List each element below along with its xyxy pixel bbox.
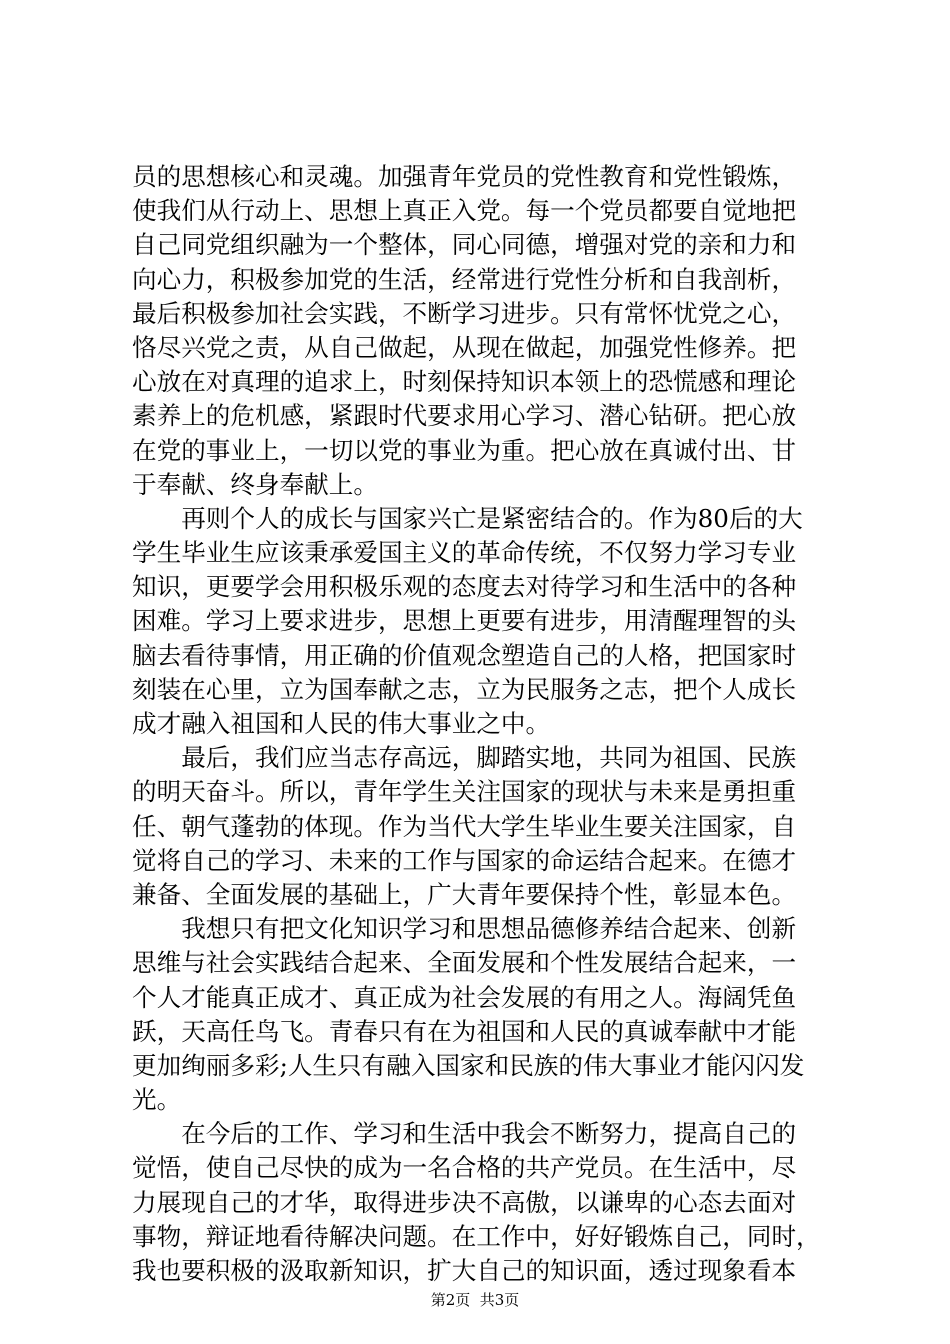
text-line: 刻装在心里，立为国奉献之志，立为民服务之志，把个人成长 (132, 674, 797, 704)
text-line: 知识，更要学会用积极乐观的态度去对待学习和生活中的各种 (132, 572, 797, 602)
text-line: 最后积极参加社会实践，不断学习进步。只有常怀忧党之心， (132, 298, 797, 328)
text-line: 个人才能真正成才、真正成为社会发展的有用之人。海阔凭鱼 (132, 982, 797, 1012)
text-line: 我想只有把文化知识学习和思想品德修养结合起来、创新 (132, 914, 797, 944)
text-line: 在党的事业上，一切以党的事业为重。把心放在真诚付出、甘 (132, 435, 797, 465)
text-line: 最后，我们应当志存高远，脚踏实地，共同为祖国、民族 (132, 743, 797, 773)
text-line: 员的思想核心和灵魂。加强青年党员的党性教育和党性锻炼， (132, 162, 797, 191)
text-line: 更加绚丽多彩;人生只有融入国家和民族的伟大事业才能闪闪发 (132, 1050, 805, 1080)
text-line: 跃，天高任鸟飞。青春只有在为祖国和人民的真诚奉献中才能 (132, 1016, 797, 1046)
text-line: 自己同党组织融为一个整体，同心同德，增强对党的亲和力和 (132, 230, 797, 260)
text-line: 事物，辩证地看待解决问题。在工作中，好好锻炼自己，同时， (132, 1221, 821, 1251)
text-line: 的明天奋斗。所以，青年学生关注国家的现状与未来是勇担重 (132, 777, 797, 807)
text-line: 心放在对真理的追求上，时刻保持知识本领上的恐慌感和理论 (132, 367, 797, 397)
text-line: 于奉献、终身奉献上。 (132, 469, 378, 499)
body-text (132, 160, 832, 1288)
text-line: 素养上的危机感，紧跟时代要求用心学习、潜心钻研。把心放 (132, 401, 797, 431)
text-line: 脑去看待事情，用正确的价值观念塑造自己的人格，把国家时 (132, 640, 797, 670)
text-line: 使我们从行动上、思想上真正入党。每一个党员都要自觉地把 (132, 196, 797, 226)
text-line: 任、朝气蓬勃的体现。作为当代大学生毕业生要关注国家，自 (132, 811, 797, 841)
text-line: 光。 (132, 1085, 182, 1115)
text-line: 恪尽兴党之责，从自己做起，从现在做起，加强党性修养。把 (132, 332, 797, 362)
text-line: 思维与社会实践结合起来、全面发展和个性发展结合起来，一 (132, 948, 797, 978)
text-line: 觉将自己的学习、未来的工作与国家的命运结合起来。在德才 (132, 845, 797, 875)
text-line: 我也要积极的汲取新知识，扩大自己的知识面，透过现象看本 (132, 1256, 797, 1285)
text-line: 觉悟，使自己尽快的成为一名合格的共产党员。在生活中，尽 (132, 1153, 797, 1183)
text-line: 再则个人的成长与国家兴亡是紧密结合的。作为80后的大 (132, 503, 803, 533)
text-line: 向心力，积极参加党的生活，经常进行党性分析和自我剖析， (132, 264, 797, 294)
text-line: 在今后的工作、学习和生活中我会不断努力，提高自己的 (132, 1119, 797, 1149)
text-line: 学生毕业生应该秉承爱国主义的革命传统，不仅努力学习专业 (132, 538, 797, 568)
text-line: 成才融入祖国和人民的伟大事业之中。 (132, 709, 551, 738)
text-line: 兼备、全面发展的基础上，广大青年要保持个性，彰显本色。 (132, 879, 797, 909)
page-footer: 第2页 共3页 (430, 1291, 520, 1309)
text-line: 困难。学习上要求进步，思想上更要有进步，用清醒理智的头 (132, 606, 797, 636)
text-line: 力展现自己的才华，取得进步决不高傲，以谦卑的心态去面对 (132, 1187, 797, 1217)
